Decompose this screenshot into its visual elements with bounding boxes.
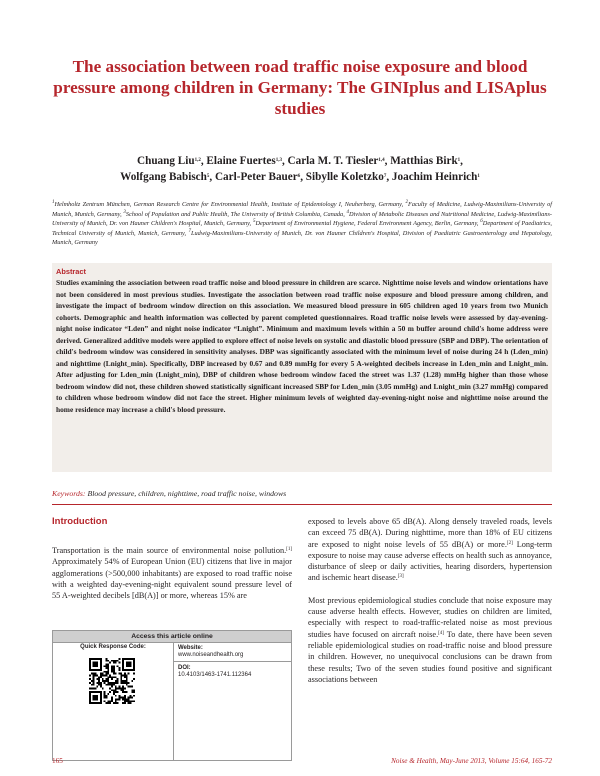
website-label: Website: xyxy=(178,645,203,651)
affiliation-text: Department of Paediatrics, Technical University of Munich, Munich, Germany, xyxy=(52,220,552,237)
citation-ref[interactable]: [3] xyxy=(397,574,404,580)
affiliation-text: Department of Environmental Hygiene, Federal Environment Agency, Berlin, Germany, xyxy=(255,220,481,228)
author-affiliation-sup: 1,2 xyxy=(194,158,201,163)
intro-paragraph-1 xyxy=(52,545,292,601)
citation-ref[interactable]: [1] xyxy=(286,547,292,552)
qr-code-label: Quick Response Code: xyxy=(80,644,146,650)
keywords xyxy=(52,488,552,500)
affiliation-sup: 4 xyxy=(346,209,349,215)
affiliations xyxy=(52,200,552,248)
paragraph-text: Transportation is the main source of environmental noise pollution. xyxy=(52,546,287,555)
article-title: The association between road traffic noise exposure and blood pressure among children in Germany: The GINIplus and LISAplus studies xyxy=(53,57,547,118)
author-affiliation-sup: 7 xyxy=(383,174,387,179)
affiliation-sup: 2 xyxy=(405,200,408,205)
qr-finder-module xyxy=(93,662,99,668)
access-article-box xyxy=(52,630,292,761)
author-name: Joachim Heinrich xyxy=(391,171,478,183)
paragraph-text: Approximately 54% of European Union (EU) citizens that live in major agglomerations (>500,000 inhabitants) are exposed to road traffic noise with a weighted day-evening-night equivalent sound pressure level of 55 A-weighted decibels [dB(A)] or more, whereas 15% are xyxy=(52,557,292,601)
author-affiliation-sup: 1,4 xyxy=(378,158,385,163)
author-affiliation-sup: 1 xyxy=(457,158,461,163)
affiliation-sup: 7 xyxy=(188,228,192,234)
author-name: Matthias Birk xyxy=(390,155,458,167)
website-doi-cell xyxy=(174,642,291,760)
keywords-text: Blood pressure, children, nighttime, road traffic noise, windows xyxy=(87,489,287,498)
intro-paragraph-3 xyxy=(308,595,552,685)
qr-finder-module xyxy=(126,662,132,668)
page-number: 165 xyxy=(52,757,63,765)
right-column xyxy=(308,516,552,685)
left-column xyxy=(52,545,292,601)
author-name: Chuang Liu xyxy=(137,155,195,167)
affiliation-sup: 6 xyxy=(480,219,483,225)
section-divider xyxy=(52,504,552,505)
author-affiliation-sup: 1 xyxy=(477,174,480,179)
author-name: Carla M. T. Tiesler xyxy=(287,155,379,167)
author-list: Chuang Liu$^{1,2}$, Elaine Fuertes$^{1,3}$, Carla M. T. Tiesler$^{1,4}$, Matthias Birk$^1$, Wolfgang Babisch$^5$, Carl-Peter Bauer$^6$, Sibylle Koletzko$^7$, Joachim Heinrich$^1$ xyxy=(120,155,480,183)
introduction-heading: Introduction xyxy=(52,516,108,527)
author-affiliation-sup: 6 xyxy=(297,174,301,179)
abstract-text: Studies examining the association between road traffic noise and blood pressure in children are scarce. Nighttime noise levels and window orientations have not been considered in most previous studies. Investigate the association between road traffic noise exposure and blood pressure among children, and investigate the impact of bedroom window direction on this association. We measured blood pressure in 605 children aged 10 years from two Munich cohorts. Demographic and health information was collected by parent completed questionnaires. Road traffic noise levels were assessed by day-evening-night noise indicator “Lden” and night noise indicator “Lnight”. Minimum and maximum levels within a 50 m buffer around child's home address were derived. Generalized additive models were applied to explore effect of noise levels on systolic and diastolic blood pressure (SBP and DBP). The orientation of child's bedroom window was considered in sensitivity analyses. DBP was significantly associated with the minimum level of noise during 24 h (Lden_min) and nighttime (Lnight_min). Specifically, DBP increased by 0.67 and 0.89 mmHg for every 5 A-weighted decibels increase in Lden_min and Lnight_min. After adjusting for Lden_min (Lnight_min), DBP of children whose bedroom window faced the street was 1.37 (1.28) mmHg higher than those whose bedroom window did not, these children showed statistically significant increased SBP for Lden_min (3.05 mmHg) and Lnight_min (3.27 mmHg) compared to children whose bedroom window did not face the street. Higher minimum levels of weighted day-evening-night noise and nighttime noise around the home residence may increase a child's blood pressure. xyxy=(56,278,548,415)
keywords-label: Keywords: xyxy=(52,489,86,498)
qr-finder-module xyxy=(93,695,99,701)
affiliation-sup: 5 xyxy=(252,219,256,225)
paragraph-text: Long-term exposure to noise may cause adverse effects on health such as annoyance, disturbance of sleep or daily activities, hearing disorders, hypertension and ischemic heart disease. xyxy=(308,539,552,583)
affiliation-sup: 3 xyxy=(123,209,126,215)
doi-value[interactable]: 10.4103/1463-1741.112364 xyxy=(178,672,252,678)
paragraph-text: To date, there have been seven reliable epidemiological studies on road-traffic noise and blood pressure in children. However, no unequivocal conclusions can be drawn from these results; Two of the seven studies found positive and significant associations between xyxy=(308,629,552,684)
journal-reference: Noise & Health, May-June 2013, Volume 15:64, 165-72 xyxy=(391,757,552,765)
author-name: Carl-Peter Bauer xyxy=(214,171,298,183)
website-link[interactable]: www.noiseandhealth.org xyxy=(178,652,244,658)
author-affiliation-sup: 5 xyxy=(206,174,210,179)
affiliation-text: Ludwig-Maximilians-University of Munich, Dr. von Hauner Children's Hospital, Division of Paediatric Gastroenterology and Hepatology, Munich, Germany xyxy=(52,229,552,247)
qr-code-cell xyxy=(53,642,174,760)
intro-paragraph-2 xyxy=(308,516,552,584)
doi-label: DOI: xyxy=(178,665,191,671)
author-name: Elaine Fuertes xyxy=(206,155,276,167)
abstract-box xyxy=(52,263,552,472)
affiliation-text: School of Population and Public Health, The University of British Columbia, Canada, xyxy=(125,210,347,218)
paragraph-text: Most previous epidemiological studies conclude that noise exposure may cause adverse health effects. However, studies on children are limited, especially with respect to road-traffic-related noise as most previous studies have focused on aircraft noise. xyxy=(308,595,552,639)
author-name: Wolfgang Babisch xyxy=(120,171,207,183)
affiliation-text: Helmholtz Zentrum München, German Research Centre for Environmental Health, Institute of Epidemiology I, Neuherberg, Germany, xyxy=(54,201,406,208)
author-name: Sibylle Koletzko xyxy=(305,171,384,183)
qr-code-icon[interactable] xyxy=(89,658,135,704)
affiliation-text: Division of Metabolic Diseases and Nutritional Medicine, Ludwig-Maximilians-University of Munich, Dr. von Hauner Children's Hospital, Munich, Germany, xyxy=(52,210,553,228)
affiliation-text: Faculty of Medicine, Ludwig-Maximilians-University of Munich, Munich, Germany, xyxy=(52,201,552,218)
citation-ref[interactable]: [2] xyxy=(506,540,513,546)
author-affiliation-sup: 1,3 xyxy=(275,158,282,163)
paragraph-text: exposed to levels above 65 dB(A). Along densely traveled roads, levels can exceed 75 dB(A). During nighttime, more than 18% of EU citizens are exposed to night noise levels of 55 dB(A) or more. xyxy=(308,517,552,549)
affiliation-sup: 1 xyxy=(52,200,55,205)
citation-ref[interactable]: [4] xyxy=(438,630,444,636)
abstract-heading: Abstract xyxy=(56,267,86,276)
access-box-title: Access this article online xyxy=(53,631,291,643)
